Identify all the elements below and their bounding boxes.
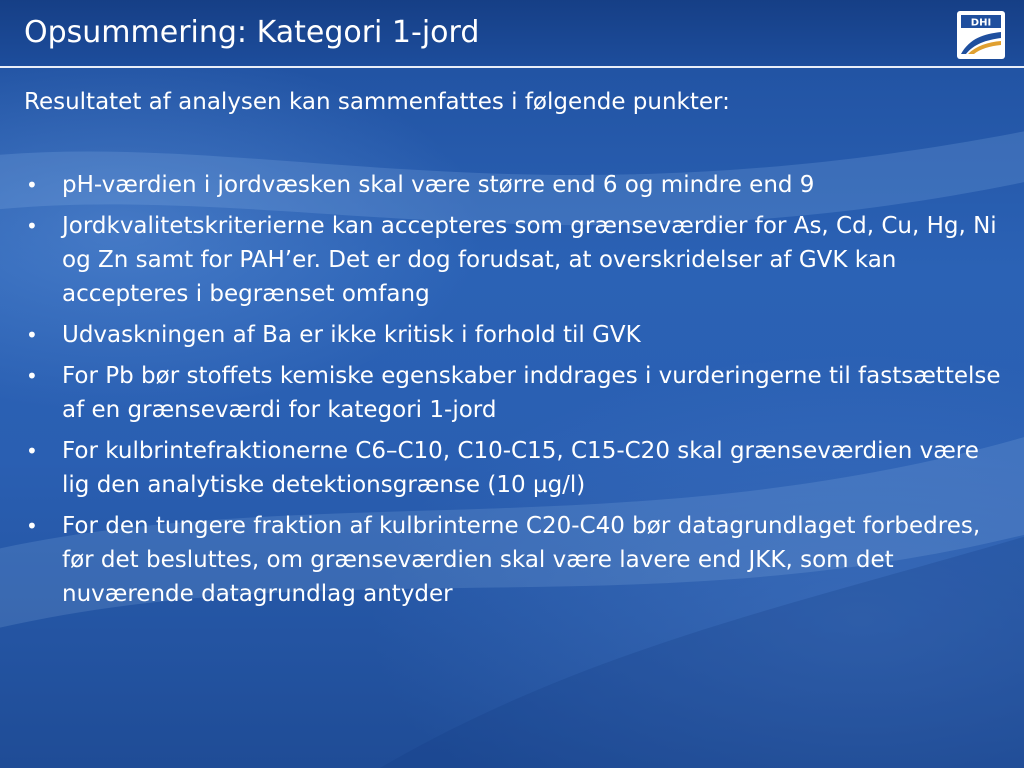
list-item-text: Jordkvalitetskriterierne kan accepteres som grænseværdier for As, Cd, Cu, Hg, Ni og Zn samt for PAH’er. Det er dog forudsat, at overskridelser af GVK kan accepteres i begrænset omfang bbox=[62, 213, 997, 307]
list-item bbox=[24, 168, 1004, 202]
bullet-marker: • bbox=[26, 173, 38, 197]
list-item bbox=[24, 318, 1004, 352]
list-item bbox=[24, 434, 1004, 502]
list-item-text: For Pb bør stoffets kemiske egenskaber inddrages i vurderingerne til fastsættelse af en grænseværdi for kategori 1-jord bbox=[62, 363, 1001, 423]
logo-text: DHI bbox=[970, 17, 992, 29]
list-item-text: For den tungere fraktion af kulbrinterne C20-C40 bør datagrundlaget forbedres, før det besluttes, om grænseværdien skal være lavere end JKK, som det nuværende datagrundlag antyder bbox=[62, 513, 981, 607]
bullet-marker: • bbox=[26, 323, 38, 347]
bullet-marker: • bbox=[26, 514, 38, 538]
list-item-text: pH-værdien i jordvæsken skal være større end 6 og mindre end 9 bbox=[62, 172, 815, 198]
list-item bbox=[24, 209, 1004, 311]
bullet-list bbox=[24, 168, 1004, 618]
title-divider bbox=[0, 66, 1024, 68]
bullet-marker: • bbox=[26, 439, 38, 463]
intro-text: Resultatet af analysen kan sammenfattes i følgende punkter: bbox=[24, 89, 730, 115]
bullet-marker: • bbox=[26, 364, 38, 388]
dhi-logo-icon bbox=[956, 10, 1006, 60]
list-item bbox=[24, 509, 1004, 611]
list-item-text: Udvaskningen af Ba er ikke kritisk i forhold til GVK bbox=[62, 322, 641, 348]
title-bar bbox=[0, 0, 1024, 66]
bullet-marker: • bbox=[26, 214, 38, 238]
slide-title: Opsummering: Kategori 1-jord bbox=[24, 15, 480, 50]
list-item-text: For kulbrintefraktionerne C6–C10, C10-C15, C15-C20 skal grænseværdien være lig den analytiske detektionsgrænse (10 µg/l) bbox=[62, 438, 979, 498]
list-item bbox=[24, 359, 1004, 427]
